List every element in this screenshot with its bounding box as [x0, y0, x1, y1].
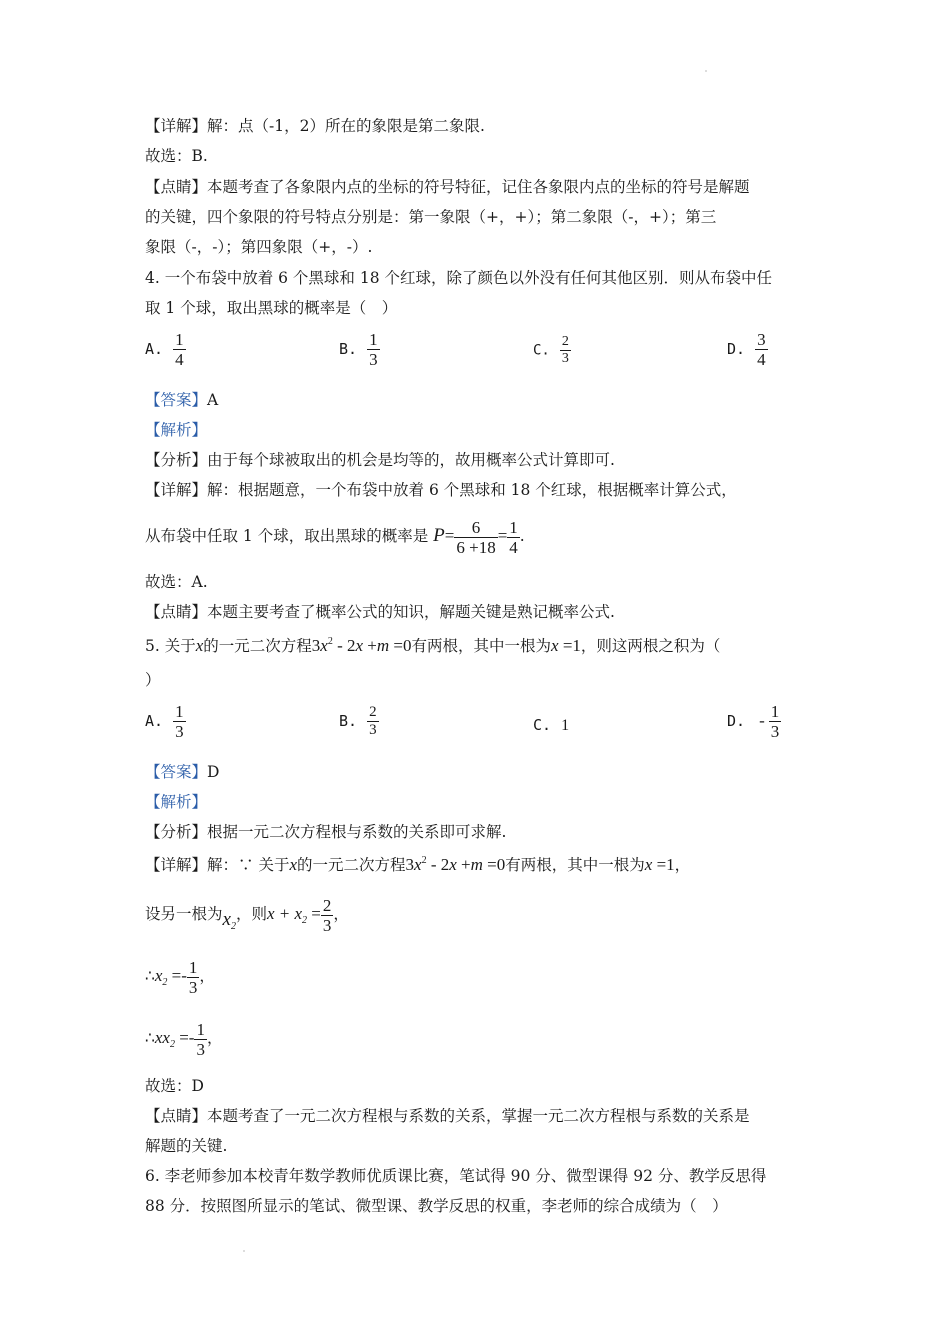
detail-tag: 【详解】	[145, 117, 208, 135]
q4-analysis-tag: 【解析】	[145, 421, 208, 439]
q5-therefore-1: $\therefore x_2$ =- $\frac{1}{3}$ ，	[145, 957, 215, 997]
fraction-1-over-3: $\frac{1}{3}$	[188, 957, 198, 997]
q3-comment-1: 【点睛】本题考查了各象限内点的坐标的符号特征，记住各象限内点的坐标的符号是解题	[145, 178, 750, 196]
scan-speck	[705, 70, 707, 72]
q3-comment-3: 象限（-，-）；第四象限（+，-）.	[145, 238, 373, 256]
fraction: $\frac{1}{3}$	[369, 330, 378, 369]
q5-option-a: A. $\frac{1}{3}$	[145, 702, 184, 741]
q6-stem-1: 6. 李老师参加本校青年数学教师优质课比赛，笔试得 90 分、微型课得 92 分、教学反思得	[145, 1167, 767, 1185]
fraction: $\frac{3}{4}$	[757, 330, 766, 369]
fraction-6-over-24: $\frac{6}{6 +18}$	[456, 517, 496, 557]
q3-detail: 【详解】解：点（-1，2）所在的象限是第二象限.	[145, 117, 485, 135]
q5-choice: 故选：D	[145, 1077, 204, 1095]
q4-detail-1: 【详解】解：根据题意，一个布袋中放着 6 个黑球和 18 个红球，根据概率计算公式，	[145, 481, 737, 499]
fraction: $\frac{2}{3}$	[561, 334, 569, 366]
q5-comment-2: 解题的关键.	[145, 1137, 228, 1155]
q5-stem-2: ）	[145, 671, 161, 689]
q4-detail-2: 从布袋中任取 1 个球，取出黑球的概率是 P= $\frac{6}{6 +18}$ = $\frac{1}{4}$ .	[145, 517, 525, 557]
q5-option-d: D. - $\frac{1}{3}$	[727, 702, 780, 741]
scan-speck	[243, 1250, 245, 1252]
answer-tag: 【答案】	[145, 391, 208, 409]
q4-option-c: C. $\frac{2}{3}$	[533, 334, 569, 366]
q4-stem-2: 取 1 个球，取出黑球的概率是（ ）	[145, 299, 398, 317]
fraction-2-over-3: $\frac{2}{3}$	[322, 895, 332, 935]
fraction-1-over-3: $\frac{1}{3}$	[196, 1019, 205, 1059]
q3-choice: 故选：B.	[145, 147, 208, 165]
q5-stem-1: 5. 关于x的一元二次方程$3x^2 - 2x +m =0$有两根，其中一根为x =1，则这两根之积为（	[145, 636, 721, 655]
answer-tag: 【答案】	[145, 763, 208, 781]
comment-tag: 【点睛】	[145, 178, 208, 196]
q5-option-c: C. 1	[533, 716, 570, 734]
q6-stem-2: 88 分．按照图所显示的笔试、微型课、教学反思的权重，李老师的综合成绩为（ ）	[145, 1197, 728, 1215]
q5-therefore-2: $\therefore xx_2$ =- $\frac{1}{3}$ ，	[145, 1019, 223, 1059]
q4-stem-1: 4. 一个布袋中放着 6 个黑球和 18 个红球，除了颜色以外没有任何其他区别．则从布袋中任	[145, 269, 773, 287]
q4-option-a: A. $\frac{1}{4}$	[145, 330, 184, 369]
q4-option-d: D. $\frac{3}{4}$	[727, 330, 766, 369]
q5-set-root: 设另一根为$x_2$，则$x + x_2$ = $\frac{2}{3}$ ，	[145, 895, 349, 935]
q5-option-b: B. $\frac{2}{3}$	[339, 704, 377, 738]
fraction-1-over-4: $\frac{1}{4}$	[509, 517, 518, 557]
q4-comment: 【点睛】本题主要考查了概率公式的知识，解题关键是熟记概率公式.	[145, 603, 615, 621]
fraction: $\frac{1}{3}$	[770, 702, 780, 741]
q5-comment-1: 【点睛】本题考查了一元二次方程根与系数的关系，掌握一元二次方程根与系数的关系是	[145, 1107, 750, 1125]
q4-fenxi: 【分析】由于每个球被取出的机会是均等的，故用概率公式计算即可.	[145, 451, 615, 469]
q5-detail: 【详解】解：∵ 关于x的一元二次方程$3x^2 - 2x +m =0$有两根，其中一根为x =1，	[145, 855, 691, 874]
fraction: $\frac{2}{3}$	[369, 704, 377, 738]
fraction: $\frac{1}{4}$	[175, 330, 184, 369]
q5-analysis-tag: 【解析】	[145, 793, 208, 811]
q4-option-b: B. $\frac{1}{3}$	[339, 330, 378, 369]
fraction: $\frac{1}{3}$	[175, 702, 184, 741]
q4-choice: 故选：A.	[145, 573, 208, 591]
q4-answer: 【答案】A	[145, 391, 219, 409]
q5-answer: 【答案】D	[145, 763, 220, 781]
q3-comment-2: 的关键，四个象限的符号特点分别是：第一象限（+，+）；第二象限（-，+）；第三	[145, 208, 717, 226]
q5-fenxi: 【分析】根据一元二次方程根与系数的关系即可求解.	[145, 823, 507, 841]
